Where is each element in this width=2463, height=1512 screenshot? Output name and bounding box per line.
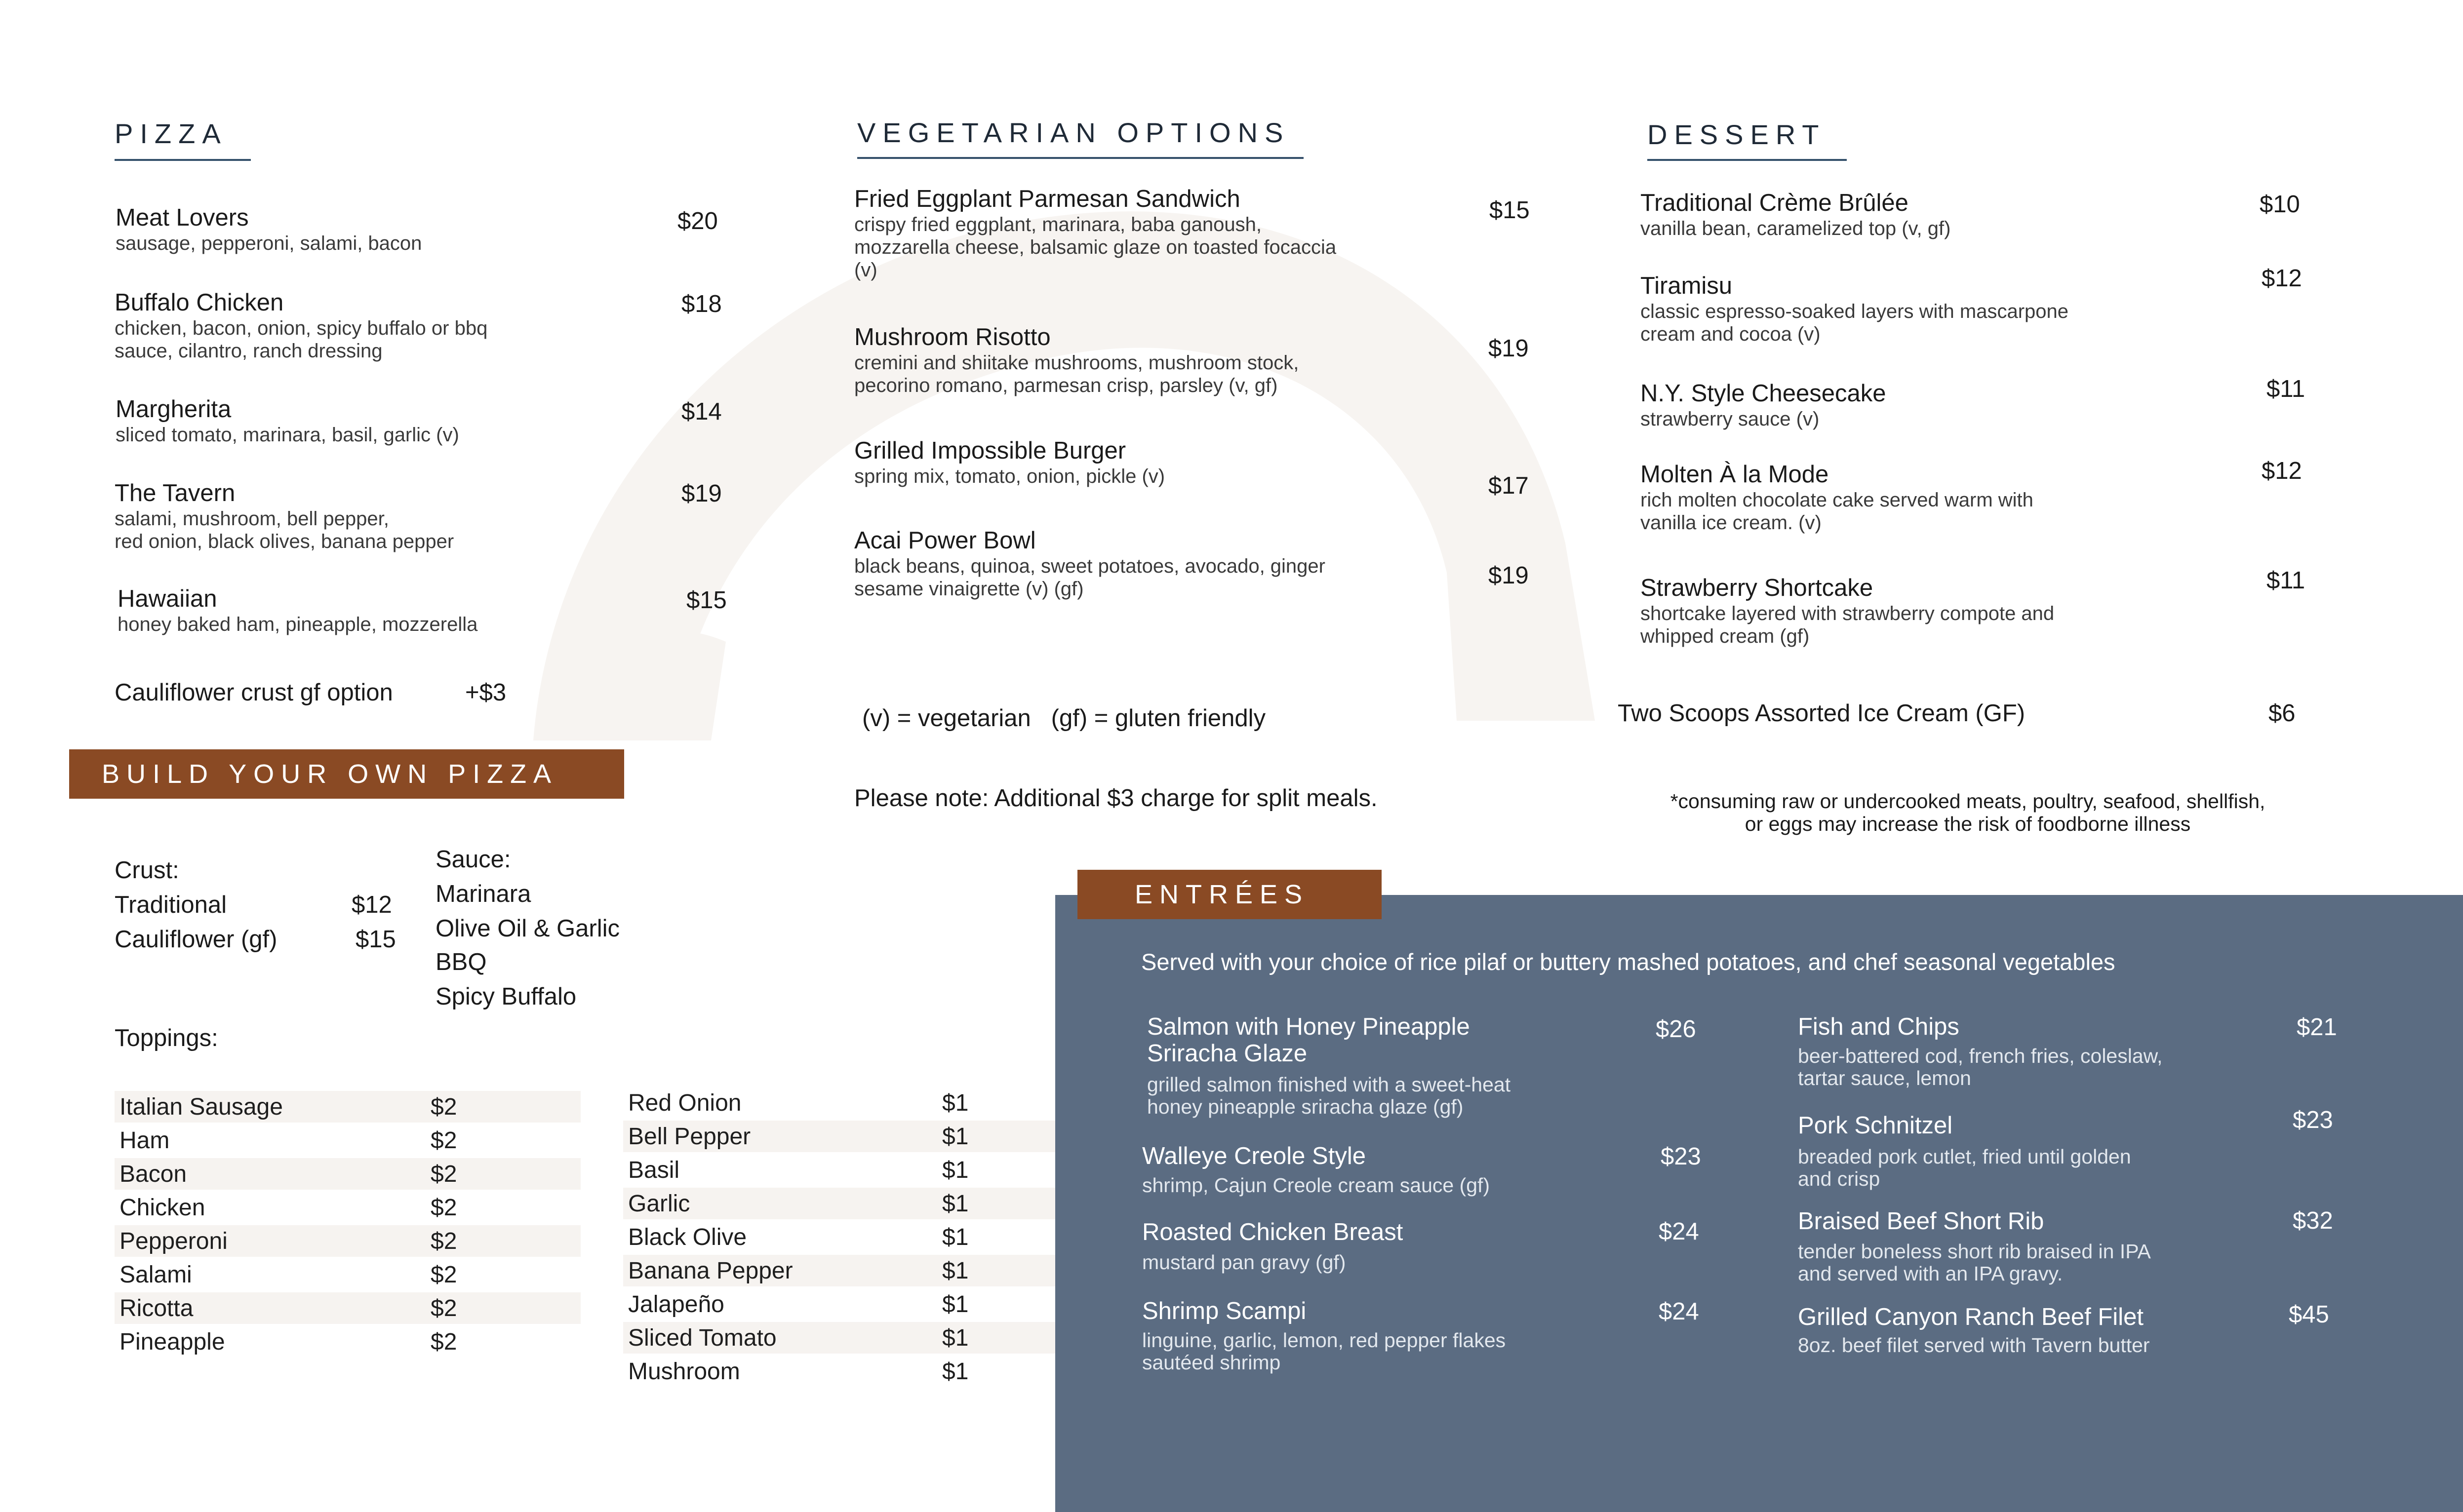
vegetarian-item-desc: black beans, quinoa, sweet potatoes, avocado, ginger sesame vinaigrette (v) (gf) [854,555,1325,600]
topping-price: $2 [431,1328,457,1355]
dessert-item-price: $11 [2266,567,2305,594]
entree-price: $24 [1659,1298,1699,1325]
entree-name: Roasted Chicken Breast [1142,1219,1403,1245]
topping-price: $1 [942,1123,969,1150]
pizza-item-price: $15 [686,587,727,614]
entree-price: $26 [1656,1016,1696,1043]
dessert-item [1640,189,2233,240]
topping-name: Italian Sausage [119,1093,283,1120]
food-safety-warning: *consuming raw or undercooked meats, poultry, seafood, shellfish, or eggs may increase the risk of foodborne illness [1670,790,2265,835]
topping-row [115,1091,581,1123]
vegetarian-item-name: Grilled Impossible Burger [854,437,1126,464]
topping-row [623,1288,1087,1320]
pizza-title-underline [115,159,251,161]
topping-name: Garlic [628,1190,690,1217]
crust-price: $12 [352,892,392,918]
dietary-legend: (v) = vegetarian (gf) = gluten friendly [862,705,1266,732]
vegetarian-item-desc: crispy fried eggplant, marinara, baba ganoush, mozzarella cheese, balsamic glaze on toasted focaccia (v) [854,214,1337,281]
pizza-item-desc: salami, mushroom, bell pepper, red onion, black olives, banana pepper [115,508,454,552]
pizza-section-title: PIZZA [115,118,228,149]
topping-row [623,1221,1087,1253]
entree-price: $21 [2297,1014,2337,1041]
entree-price: $23 [1661,1143,1701,1170]
dessert-item [1640,460,2233,534]
pizza-item [115,479,722,553]
topping-row [115,1326,581,1357]
sauce-item: Spicy Buffalo [436,983,577,1010]
topping-row [115,1259,581,1290]
topping-row [115,1192,581,1223]
topping-name: Chicken [119,1194,205,1221]
dessert-item-name: Strawberry Shortcake [1640,575,1873,601]
crust-option-text: Cauliflower crust gf option [115,679,393,706]
topping-price: $2 [431,1194,457,1221]
byo-section-band [69,749,624,799]
topping-name: Banana Pepper [628,1257,793,1284]
topping-row [115,1124,581,1156]
entree-name: Grilled Canyon Ranch Beef Filet [1798,1304,2144,1330]
entree-desc: linguine, garlic, lemon, red pepper flakes sautéed shrimp [1142,1329,1506,1374]
pizza-item-name: Hawaiian [118,585,217,612]
crust-name: Traditional [115,892,227,918]
vegetarian-item-desc: cremini and shiitake mushrooms, mushroom stock, pecorino romano, parmesan crisp, parsley (v, gf) [854,352,1299,396]
pizza-item [116,395,723,446]
topping-name: Black Olive [628,1224,747,1250]
entree-desc: grilled salmon finished with a sweet-heat honey pineapple sriracha glaze (gf) [1147,1073,1511,1118]
topping-price: $1 [942,1257,969,1284]
topping-row [115,1292,581,1324]
entree-name: Salmon with Honey Pineapple Sriracha Glaze [1147,1013,1470,1067]
dessert-item-desc: rich molten chocolate cake served warm with vanilla ice cream. (v) [1640,489,2033,534]
dessert-item-price: $10 [2260,191,2300,218]
topping-price: $1 [942,1157,969,1183]
dessert-item-name: Molten À la Mode [1640,461,1829,488]
dessert-item-desc: strawberry sauce (v) [1640,408,1820,430]
topping-name: Basil [628,1157,680,1183]
topping-price: $2 [431,1093,457,1120]
pizza-item-price: $20 [677,208,718,234]
entree-desc: 8oz. beef filet served with Tavern butter [1798,1334,2150,1357]
topping-name: Pineapple [119,1328,225,1355]
vegetarian-item-price: $15 [1489,197,1530,224]
topping-name: Sliced Tomato [628,1324,777,1351]
pizza-item-desc: sliced tomato, marinara, basil, garlic (v) [116,424,459,446]
entrees-panel [1055,895,2463,1512]
entree-desc: beer-battered cod, french fries, coleslaw, tartar sauce, lemon [1798,1045,2163,1089]
topping-price: $2 [431,1161,457,1187]
pizza-item-name: Meat Lovers [116,204,249,231]
dessert-item [1640,574,2233,648]
topping-name: Mushroom [628,1358,740,1385]
topping-price: $1 [942,1324,969,1351]
topping-name: Ham [119,1127,170,1154]
topping-name: Salami [119,1261,192,1288]
pizza-item-price: $18 [681,291,722,317]
vegetarian-item [854,185,1457,281]
dessert-item [1640,271,2233,346]
dessert-item [1640,379,2233,430]
pizza-item-name: Margherita [116,396,232,423]
pizza-item-price: $19 [681,480,722,507]
entree-desc: shrimp, Cajun Creole cream sauce (gf) [1142,1174,1490,1197]
entree-price: $32 [2293,1207,2333,1234]
dessert-item-name: N.Y. Style Cheesecake [1640,380,1886,407]
entree-price: $23 [2293,1107,2333,1133]
topping-row [623,1188,1087,1219]
entrees-intro: Served with your choice of rice pilaf or buttery mashed potatoes, and chef seasonal vegetables [1141,949,2115,975]
entrees-section-band [1077,870,1382,919]
pizza-item-price: $14 [681,398,722,425]
dessert-item-desc: vanilla bean, caramelized top (v, gf) [1640,218,1951,239]
vegetarian-item [854,526,1457,600]
vegetarian-item-price: $17 [1488,472,1529,499]
topping-row [115,1158,581,1190]
toppings-label: Toppings: [115,1025,218,1051]
topping-row [623,1087,1087,1119]
topping-name: Ricotta [119,1295,194,1321]
sauce-item: Olive Oil & Garlic [436,915,620,942]
topping-name: Jalapeño [628,1291,724,1318]
topping-price: $2 [431,1295,457,1321]
topping-price: $1 [942,1089,969,1116]
vegetarian-item [854,323,1457,397]
sauce-item: BBQ [436,949,487,975]
dessert-title-underline [1647,159,1847,161]
entree-name: Pork Schnitzel [1798,1112,1953,1139]
pizza-item-desc: honey baked ham, pineapple, mozzerella [118,614,478,635]
topping-row [623,1154,1087,1186]
dessert-item-name: Traditional Crème Brûlée [1640,190,1908,216]
byo-section-title: BUILD YOUR OWN PIZZA [102,759,558,789]
topping-name: Pepperoni [119,1228,228,1254]
topping-price: $1 [942,1358,969,1385]
dessert-item-desc: classic espresso-soaked layers with mascarpone cream and cocoa (v) [1640,301,2069,345]
entree-price: $24 [1659,1218,1699,1245]
ice-cream-price: $6 [2268,700,2296,727]
topping-name: Red Onion [628,1089,742,1116]
topping-price: $1 [942,1224,969,1250]
dessert-item-price: $12 [2262,265,2302,292]
crust-label: Crust: [115,857,179,884]
dessert-item-price: $12 [2262,458,2302,484]
entree-desc: mustard pan gravy (gf) [1142,1251,1346,1274]
entree-desc: tender boneless short rib braised in IPA and served with an IPA gravy. [1798,1240,2151,1285]
entree-name: Fish and Chips [1798,1013,1959,1040]
entree-name: Walleye Creole Style [1142,1143,1366,1169]
topping-row [115,1225,581,1257]
topping-price: $1 [942,1190,969,1217]
topping-name: Bell Pepper [628,1123,751,1150]
entree-desc: breaded pork cutlet, fried until golden and crisp [1798,1145,2131,1190]
vegetarian-item-price: $19 [1488,335,1529,362]
entree-price: $45 [2289,1301,2329,1328]
vegetarian-item-name: Acai Power Bowl [854,527,1036,554]
vegetarian-item [854,436,1457,488]
topping-price: $2 [431,1127,457,1154]
crust-option-price: +$3 [465,679,507,706]
topping-price: $1 [942,1291,969,1318]
pizza-item [115,288,722,362]
split-meal-note: Please note: Additional $3 charge for split meals. [854,785,1378,812]
entree-name: Braised Beef Short Rib [1798,1208,2044,1235]
topping-row [623,1121,1087,1152]
pizza-item-name: Buffalo Chicken [115,289,284,316]
vegetarian-title-underline [857,157,1304,159]
dessert-item-desc: shortcake layered with strawberry compote and whipped cream (gf) [1640,603,2055,647]
dessert-item-name: Tiramisu [1640,272,1733,299]
dessert-section-title: DESSERT [1647,119,1826,150]
vegetarian-item-price: $19 [1488,562,1529,589]
pizza-item-desc: chicken, bacon, onion, spicy buffalo or bbq sauce, cilantro, ranch dressing [115,317,488,362]
sauce-item: Marinara [436,881,531,907]
dessert-item-price: $11 [2266,376,2305,402]
topping-price: $2 [431,1261,457,1288]
entrees-section-title: ENTRÉES [1135,880,1310,909]
pizza-item-name: The Tavern [115,480,236,506]
vegetarian-item-name: Mushroom Risotto [854,324,1051,350]
vegetarian-item-desc: spring mix, tomato, onion, pickle (v) [854,465,1165,487]
topping-price: $2 [431,1228,457,1254]
pizza-item [118,584,725,636]
ice-cream-item: Two Scoops Assorted Ice Cream (GF) [1618,700,2026,727]
crust-price: $15 [356,926,396,953]
sauce-label: Sauce: [436,846,511,873]
topping-row [623,1356,1087,1387]
pizza-item [116,203,723,255]
crust-name: Cauliflower (gf) [115,926,278,953]
topping-row [623,1322,1087,1354]
pizza-item-desc: sausage, pepperoni, salami, bacon [116,233,422,254]
topping-row [623,1255,1087,1286]
vegetarian-section-title: VEGETARIAN OPTIONS [857,117,1290,148]
vegetarian-item-name: Fried Eggplant Parmesan Sandwich [854,186,1240,212]
entree-name: Shrimp Scampi [1142,1298,1307,1324]
topping-name: Bacon [119,1161,187,1187]
